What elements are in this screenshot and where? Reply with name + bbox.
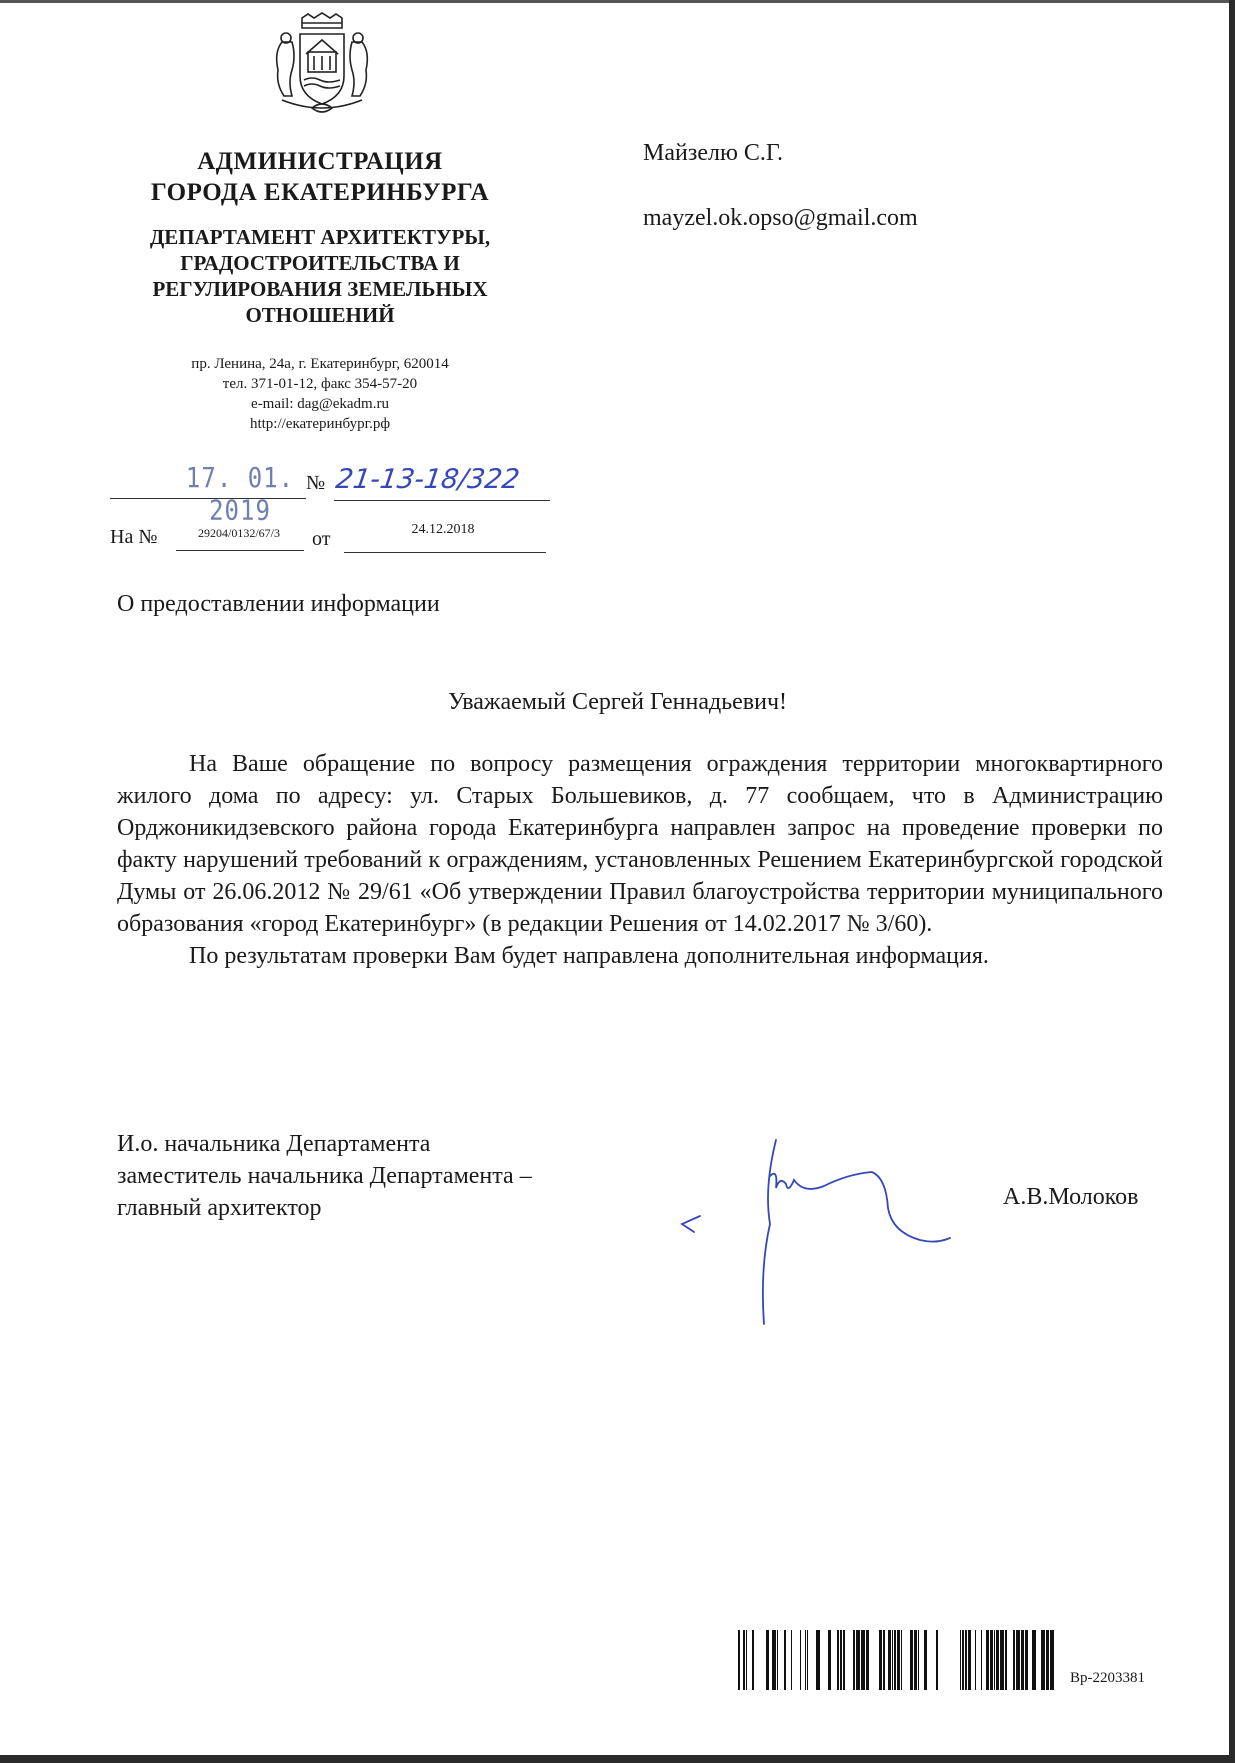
barcode-bar: [883, 1630, 885, 1690]
reference-row: [110, 518, 550, 552]
barcode-bar: [901, 1630, 902, 1690]
barcode-bar: [1046, 1630, 1049, 1690]
barcode-bar: [816, 1630, 820, 1690]
letter-greeting: Уважаемый Сергей Геннадьевич!: [447, 689, 788, 715]
barcode-bar: [965, 1630, 967, 1690]
barcode-bar: [772, 1630, 776, 1690]
barcode-bar: [990, 1630, 993, 1690]
dept-name-line: ДЕПАРТАМЕНТ АРХИТЕКТУРЫ,: [149, 225, 491, 249]
registration-number: 21-13-18/322: [333, 464, 522, 495]
email: e-mail: dag@ekadm.ru: [251, 396, 389, 412]
barcode-bar: [856, 1630, 860, 1690]
barcode-bar: [1025, 1630, 1028, 1690]
barcode-bar: [960, 1630, 961, 1690]
barcode-bar: [746, 1630, 747, 1690]
number-underline: [334, 500, 550, 501]
barcode-bar: [996, 1630, 999, 1690]
barcode-bar: [897, 1630, 900, 1690]
registration-row: [110, 461, 550, 527]
body-paragraph: По результатам проверки Вам будет направлена дополнительная информация.: [189, 943, 989, 969]
scan-edge-top: [0, 0, 1235, 3]
barcode-bar: [853, 1630, 855, 1690]
barcode-bar: [1032, 1630, 1036, 1690]
barcode-bar: [888, 1630, 891, 1690]
org-name-line: АДМИНИСТРАЦИЯ: [197, 148, 443, 175]
barcode-bar: [924, 1630, 927, 1690]
barcode-bar: [807, 1630, 808, 1690]
barcode-bar: [1041, 1630, 1045, 1690]
scan-edge-bottom: [0, 1755, 1235, 1763]
barcode-bar: [1000, 1630, 1004, 1690]
barcode-bar: [861, 1630, 865, 1690]
barcode-bar: [914, 1630, 917, 1690]
barcode-bar: [1050, 1630, 1054, 1690]
document-barcode: [738, 1630, 1054, 1690]
barcode-bar: [777, 1630, 778, 1690]
barcode-bar: [981, 1630, 982, 1690]
signatory-title: [117, 1128, 677, 1224]
letter-subject: О предоставлении информации: [117, 591, 440, 617]
org-name-line: ГОРОДА ЕКАТЕРИНБУРГА: [150, 179, 490, 206]
barcode-bar: [892, 1630, 893, 1690]
reference-date: 24.12.2018: [411, 522, 475, 537]
department-name: [110, 224, 530, 328]
phone: тел. 371-01-12, факс 354-57-20: [222, 376, 418, 392]
signatory-title-line: И.о. начальника Департамента: [117, 1131, 431, 1157]
barcode-bar: [918, 1630, 919, 1690]
barcode-bar: [800, 1630, 801, 1690]
recipient-email: mayzel.ok.opso@gmail.com: [643, 205, 918, 231]
city-coat-of-arms-icon: [262, 12, 382, 120]
barcode-bar: [784, 1630, 786, 1690]
signer-name: А.В.Молоков: [1003, 1184, 1139, 1210]
barcode-bar: [936, 1630, 938, 1690]
website: http://екатеринбург.рф: [249, 416, 391, 432]
barcode-bar: [1013, 1630, 1015, 1690]
barcode-bar: [986, 1630, 989, 1690]
body-paragraph: На Ваше обращение по вопросу размещения ограждения территории многоквартирного жилого дома по адресу: ул. Старых Большевиков, д. 77 сообщаем, что в Администрацию Орджоникидзевского района города Екатеринбурга направлен запрос на проведение проверки по факту нарушений требований к ограждениям, установленных Решением Екатеринбургской городской Думы от 26.06.2012 № 29/61 «Об утверждении Правил благоустройства территории муниципального образования «город Екатеринбург» (в редакции Решения от 14.02.2017 № 3/60).: [117, 751, 1163, 937]
reference-from-label: от: [312, 528, 331, 550]
reference-number: 29204/0132/67/3: [197, 526, 280, 540]
handwritten-signature: [660, 1128, 980, 1338]
recipient-name: Майзелю С.Г.: [643, 140, 784, 166]
signatory-title-line: главный архитектор: [117, 1195, 322, 1221]
reference-label: На №: [110, 526, 158, 548]
letter-body: [117, 748, 1163, 972]
scan-edge-right: [1229, 0, 1235, 1763]
barcode-bar: [840, 1630, 842, 1690]
barcode-bar: [962, 1630, 964, 1690]
signatory-title-line: заместитель начальника Департамента –: [117, 1163, 532, 1189]
date-underline: [110, 498, 306, 499]
barcode-bar: [843, 1630, 845, 1690]
barcode-bar: [828, 1630, 831, 1690]
barcode-bar: [1016, 1630, 1020, 1690]
barcode-bar: [894, 1630, 896, 1690]
address: пр. Ленина, 24а, г. Екатеринбург, 620014: [191, 356, 449, 372]
barcode-bar: [975, 1630, 976, 1690]
barcode-bar: [994, 1630, 995, 1690]
barcode-bar: [910, 1630, 913, 1690]
barcode-code: Вр-2203381: [1070, 1670, 1145, 1686]
contact-block: [140, 354, 500, 434]
barcode-bar: [791, 1630, 792, 1690]
number-label: №: [306, 472, 326, 494]
reference-date-underline: [344, 552, 546, 553]
dept-name-line: РЕГУЛИРОВАНИЯ ЗЕМЕЛЬНЫХ: [152, 277, 488, 301]
barcode-bar: [805, 1630, 806, 1690]
barcode-bar: [743, 1630, 745, 1690]
registration-date-stamp: 17. 01. 2019: [185, 461, 295, 527]
organization-name: [110, 146, 530, 208]
barcode-bar: [766, 1630, 769, 1690]
barcode-bar: [752, 1630, 754, 1690]
barcode-bar: [866, 1630, 869, 1690]
reference-number-underline: [176, 550, 304, 551]
barcode-bar: [738, 1630, 740, 1690]
dept-name-line: ОТНОШЕНИЙ: [245, 303, 395, 327]
dept-name-line: ГРАДОСТРОИТЕЛЬСТВА И: [180, 251, 460, 275]
barcode-bar: [1021, 1630, 1024, 1690]
barcode-bar: [879, 1630, 882, 1690]
barcode-bar: [837, 1630, 839, 1690]
barcode-bar: [1005, 1630, 1007, 1690]
barcode-bar: [968, 1630, 971, 1690]
